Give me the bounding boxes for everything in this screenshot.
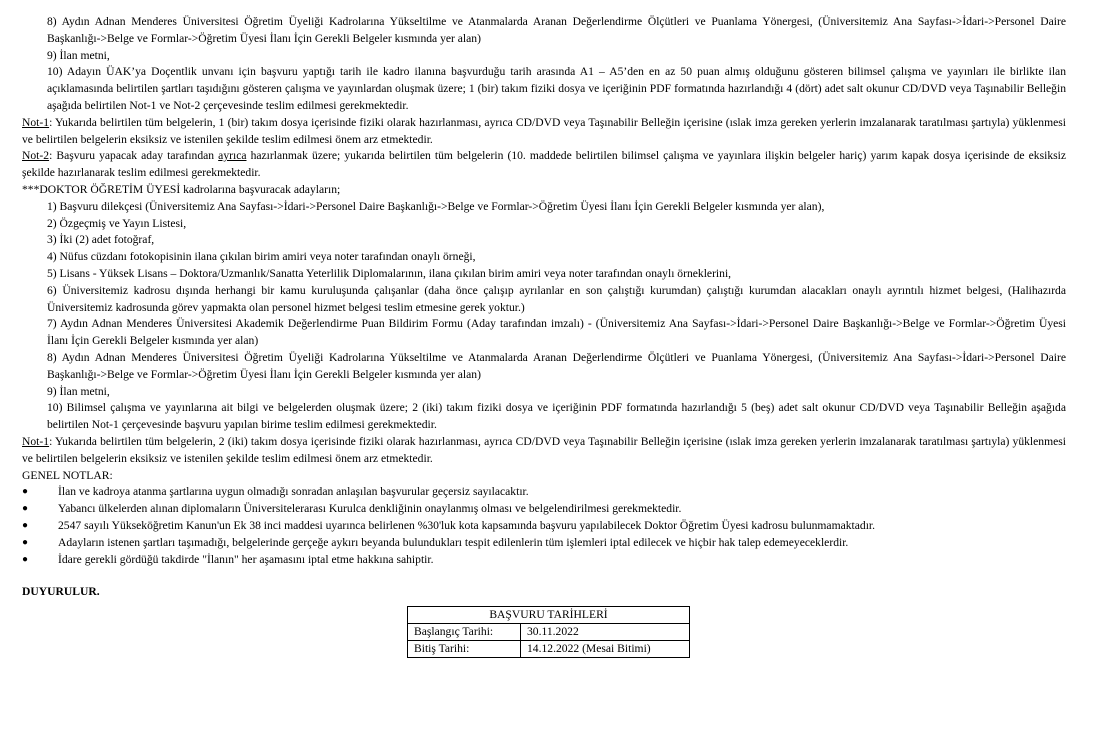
application-dates-table — [407, 606, 690, 658]
table-header: BAŞVURU TARİHLERİ — [408, 607, 690, 624]
list-item: 6) Üniversitemiz kadrosu dışında herhangi bir kamu kuruluşunda çalışanlar (daha önce çalışıp ayrılanlar en son çalıştığı kurumdan) çalıştığı kurumdan alacakları onaylı ayrıntılı hizmet belgesi, (Halihazırda Üniversitemiz kadrosunda görev yapmakta olan personel hizmet belgesi teslim etmesine gerek yoktur.) — [47, 283, 1066, 314]
list-item: 10) Adayın ÜAK’ya Doçentlik unvanı için başvuru yaptığı tarih ile kadro ilanına başvurduğu tarih arasında A1 – A5’den en az 50 puan almış olduğunu gösteren bilimsel çalışma ve yayınları ile birlikte ilan açıklamasında belirtilen şartları taşıdığını gösteren çalışma ve yayınlardan oluşmak üzere; 1 (bir) takım fiziki dosya ve içeriğinin PDF formatında hazırlandığı 4 (dört) adet salt okunur CD/DVD veya Taşınabilir Belleğin aşağıda belirtilen Not-1 ve Not-2 çerçevesinde teslim edilmesi gerekmektedir. — [47, 65, 1066, 112]
list-item: 8) Aydın Adnan Menderes Üniversitesi Öğretim Üyeliği Kadrolarına Yükseltilme ve Atanmalarda Aranan Değerlendirme Ölçütleri ve Puanlama Yönergesi, (Üniversitemiz Ana Sayfası->İdari->Personel Daire Başkanlığı->Belge ve Formlar->Öğretim Üyesi İlanı İçin Gerekli Belgeler kısmında yer alan) — [47, 15, 1066, 45]
general-note-item — [22, 535, 1066, 552]
note-emphasis: ayrıca — [218, 149, 247, 163]
bullet-icon: ● — [22, 519, 29, 531]
start-date-label: Başlangıç Tarihi: — [408, 624, 521, 641]
note-text: : Yukarıda belirtilen tüm belgelerin, 1 (bir) takım dosya içerisinde fiziki olarak hazırlanması, ayrıca CD/DVD veya Taşınabilir Belleğin içerisine (ıslak imza gereken yerlerin imzalanarak taratılması şartıyla) yüklenmesi ve belirtilen belgelerin eksiksiz ve istenilen şekilde teslim edilmesi önem arz etmektedir. — [22, 115, 1066, 146]
duyurulur-heading: DUYURULUR. — [22, 585, 100, 599]
end-date-value: 14.12.2022 (Mesai Bitimi) — [521, 641, 690, 658]
general-note-item — [22, 501, 1066, 518]
note-label: Not-2 — [22, 149, 50, 163]
bullet-icon: ● — [22, 486, 29, 498]
general-note-text: 2547 sayılı Yükseköğretim Kanun'un Ek 38 inci maddesi uyarınca belirlenen %30'luk kota kapsamında başvuru yapılabilecek Doktor Öğretim Üyesi kadrosu bulunmamaktadır. — [58, 518, 876, 532]
general-note-item — [22, 518, 1066, 535]
list-item: 9) İlan metni, — [47, 384, 110, 398]
list-item: 8) Aydın Adnan Menderes Üniversitesi Öğretim Üyeliği Kadrolarına Yükseltilme ve Atanmalarda Aranan Değerlendirme Ölçütleri ve Puanlama Yönergesi, (Üniversitemiz Ana Sayfası->İdari->Personel Daire Başkanlığı->Belge ve Formlar->Öğretim Üyesi İlanı İçin Gerekli Belgeler kısmında yer alan) — [47, 350, 1066, 381]
note-1-doctor — [22, 434, 1066, 468]
note-text: : Yukarıda belirtilen tüm belgelerin, 2 (iki) takım dosya içerisinde fiziki olarak hazırlanması, ayrıca CD/DVD veya Taşınabilir Belleğin içerisine (ıslak imza gereken yerlerin imzalanarak taratılması şartıyla) yüklenmesi ve belirtilen belgelerin eksiksiz ve istenilen şekilde teslim edilmesi önem arz etmektedir. — [22, 434, 1066, 465]
note-text: : Başvuru yapacak aday tarafından — [49, 149, 219, 163]
general-note-text: Yabancı ülkelerden alınan diplomaların Üniversitelerarası Kurulca denkliğinin onaylanmış olması ve belgelendirilmesi gerekmektedir. — [58, 502, 682, 516]
list-item: 4) Nüfus cüzdanı fotokopisinin ilana çıkılan birim amiri veya noter tarafından onaylı örneği, — [47, 250, 476, 264]
list-item: 5) Lisans - Yüksek Lisans – Doktora/Uzmanlık/Sanatta Yeterlilik Diplomalarının, ilana çıkılan birim amiri veya noter tarafından onaylı örneklerini, — [47, 266, 732, 280]
note-label: Not-1 — [22, 115, 50, 129]
general-note-text: İdare gerekli gördüğü takdirde "İlanın" her aşamasını iptal etme hakkına sahiptir. — [58, 552, 434, 566]
end-date-label: Bitiş Tarihi: — [408, 641, 521, 658]
list-item: 9) İlan metni, — [47, 48, 110, 62]
general-note-text: İlan ve kadroya atanma şartlarına uygun olmadığı sonradan anlaşılan başvurular geçersiz sayılacaktır. — [58, 485, 529, 499]
general-note-item — [22, 484, 1066, 501]
general-note-text: Adayların istenen şartları taşımadığı, belgelerinde gerçeğe aykırı beyanda bulundukları tespit edilenlerin tüm işlemleri iptal edilecek ve hiçbir hak talep edemeyeceklerdir. — [58, 535, 849, 549]
table-row — [408, 624, 690, 641]
bullet-icon: ● — [22, 503, 29, 515]
note-2 — [22, 148, 1066, 182]
list-item: 10) Bilimsel çalışma ve yayınlarına ait bilgi ve belgelerden oluşmak üzere; 2 (iki) takım fiziki dosya ve içeriğinin PDF formatında hazırlandığı 5 (beş) adet salt okunur CD/DVD veya Taşınabilir Belleğin aşağıda belirtilen Not-1 çerçevesinde başvuru yapılan birime teslim edilmesi gerekmektedir. — [47, 401, 1066, 432]
doctor-section-heading: ***DOKTOR ÖĞRETİM ÜYESİ kadrolarına başvuracak adayların; — [22, 182, 341, 196]
list-item: 7) Aydın Adnan Menderes Üniversitesi Akademik Değerlendirme Puan Bildirim Formu (Aday tarafından imzalı) - (Üniversitemiz Ana Sayfası->İdari->Personel Daire Başkanlığı->Belge ve Formlar->Öğretim Üyesi İlanı İçin Gerekli Belgeler kısmında yer alan) — [47, 317, 1066, 348]
list-item: 3) İki (2) adet fotoğraf, — [47, 233, 155, 247]
bullet-icon: ● — [22, 553, 29, 565]
list-item: 1) Başvuru dilekçesi (Üniversitemiz Ana Sayfası->İdari->Personel Daire Başkanlığı->Belge ve Formlar->Öğretim Üyesi İlanı İçin Gerekli Belgeler kısmında yer alan), — [47, 199, 825, 213]
note-text: hazırlanmak üzere; yukarıda belirtilen tüm belgelerin (10. maddede belirtilen bilimsel çalışma ve yayınlara ilişkin belgeler hariç) yarım kapak dosya içerisinde de eksiksiz şekilde hazırlanarak teslim edilmesi gerekmektedir. — [22, 149, 1066, 180]
table-row — [408, 641, 690, 658]
list-item: 2) Özgeçmiş ve Yayın Listesi, — [47, 216, 187, 230]
table-row — [408, 607, 690, 624]
note-1-professor — [22, 115, 1066, 149]
bullet-icon: ● — [22, 536, 29, 548]
note-label: Not-1 — [22, 434, 50, 448]
start-date-value: 30.11.2022 — [521, 624, 690, 641]
general-note-item — [22, 552, 1066, 569]
general-notes-heading: GENEL NOTLAR: — [22, 468, 113, 482]
